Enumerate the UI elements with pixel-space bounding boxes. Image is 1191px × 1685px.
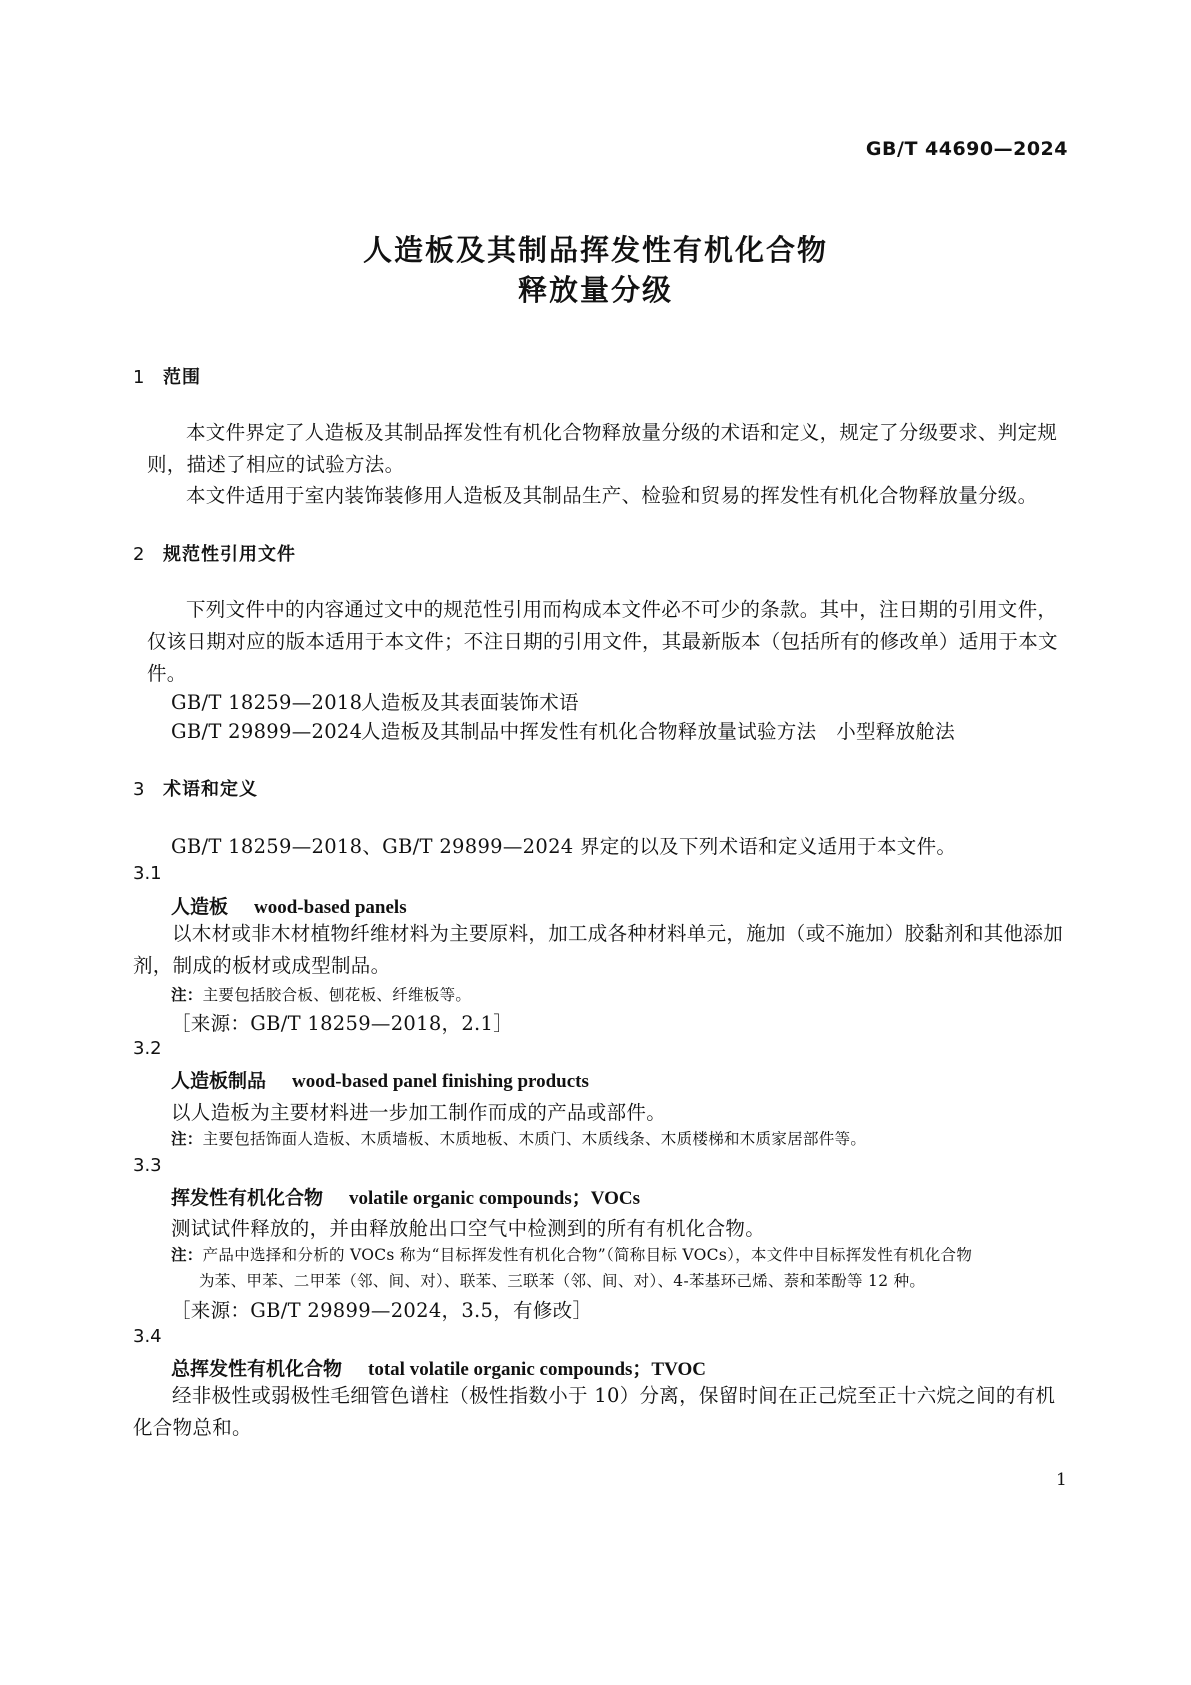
normative-reference-2: [171, 716, 955, 744]
term-note-continued: 为苯、甲苯、二甲苯（邻、间、对）、联苯、三联苯（邻、间、对）、4-苯基环己烯、萘和苯酚等 12 种。: [199, 1272, 926, 1290]
term-heading: [171, 1183, 640, 1210]
term-heading: [171, 1066, 589, 1093]
clause-number: 3.2: [133, 1038, 162, 1059]
term-en: volatile organic compounds；VOCs: [349, 1188, 640, 1209]
note-label: 注：: [171, 985, 203, 1004]
clause-number: 3.4: [133, 1326, 162, 1347]
note-label: 注：: [171, 1245, 203, 1264]
term-source: ［来源：GB/T 18259—2018，2.1］: [171, 1012, 514, 1035]
term-en: wood-based panel finishing products: [292, 1071, 589, 1092]
note-label: 注：: [171, 1129, 203, 1148]
term-source: ［来源：GB/T 29899—2024，3.5，有修改］: [171, 1299, 593, 1322]
section-2-paragraph-1: 下列文件中的内容通过文中的规范性引用而构成本文件必不可少的条款。其中，注日期的引用文件，仅该日期对应的版本适用于本文件；不注日期的引用文件，其最新版本（包括所有的修改单）适用于本文件。: [147, 598, 1058, 685]
term-zh: 人造板制品: [171, 1070, 267, 1092]
reference-code: GB/T 18259—2018: [171, 691, 363, 714]
section-2-number: 2: [133, 544, 146, 565]
term-definition: 测试试件释放的，并由释放舱出口空气中检测到的所有有机化合物。: [171, 1217, 766, 1240]
standard-code: GB/T 44690—2024: [865, 138, 1068, 160]
term-en: wood-based panels: [254, 897, 407, 918]
page-number: 1: [1056, 1470, 1067, 1490]
normative-reference-1: [171, 687, 579, 715]
term-note: [171, 1127, 866, 1149]
term-note: [171, 983, 471, 1005]
section-1-number: 1: [133, 367, 146, 388]
term-heading: [171, 1354, 706, 1381]
document-title-line2: 释放量分级: [517, 273, 673, 307]
term-note: [171, 1243, 972, 1265]
document-title-line1: 人造板及其制品挥发性有机化合物: [362, 233, 828, 267]
term-zh: 总挥发性有机化合物: [171, 1358, 343, 1380]
term-definition: 以木材或非木材植物纤维材料为主要原料，加工成各种材料单元，施加（或不施加）胶黏剂和其他添加剂，制成的板材或成型制品。: [133, 922, 1064, 977]
section-1-paragraph-2: 本文件适用于室内装饰装修用人造板及其制品生产、检验和贸易的挥发性有机化合物释放量分级。: [186, 484, 1038, 507]
section-2-title: 规范性引用文件: [163, 544, 296, 565]
reference-title: 人造板及其制品中挥发性有机化合物释放量试验方法 小型释放舱法: [361, 720, 956, 743]
section-3-number: 3: [133, 779, 146, 800]
section-3-intro: GB/T 18259—2018、GB/T 29899—2024 界定的以及下列术语和定义适用于本文件。: [171, 835, 957, 858]
reference-code: GB/T 29899—2024: [171, 720, 363, 743]
section-1-title: 范围: [163, 367, 201, 388]
section-2-heading: [133, 540, 296, 566]
term-heading: [171, 892, 407, 919]
note-text: 产品中选择和分析的 VOCs 称为“目标挥发性有机化合物”（简称目标 VOCs），本文件中目标挥发性有机化合物: [202, 1246, 973, 1264]
clause-number: 3.3: [133, 1155, 162, 1176]
term-en: total volatile organic compounds；TVOC: [368, 1359, 706, 1380]
section-3-heading: [133, 775, 258, 801]
reference-title: 人造板及其表面装饰术语: [361, 691, 579, 714]
term-zh: 人造板: [171, 896, 229, 918]
note-text: 主要包括饰面人造板、木质墙板、木质地板、木质门、木质线条、木质楼梯和木质家居部件等。: [202, 1130, 867, 1148]
term-definition: 以人造板为主要材料进一步加工制作而成的产品或部件。: [171, 1101, 667, 1124]
term-definition: 经非极性或弱极性毛细管色谱柱（极性指数小于 10）分离，保留时间在正己烷至正十六烷之间的有机化合物总和。: [133, 1384, 1056, 1439]
section-1-heading: [133, 363, 201, 389]
clause-number: 3.1: [133, 863, 162, 884]
term-zh: 挥发性有机化合物: [171, 1187, 324, 1209]
section-1-paragraph-1: 本文件界定了人造板及其制品挥发性有机化合物释放量分级的术语和定义，规定了分级要求、判定规则，描述了相应的试验方法。: [147, 421, 1058, 476]
note-text: 主要包括胶合板、刨花板、纤维板等。: [202, 986, 472, 1004]
section-3-title: 术语和定义: [163, 779, 258, 800]
